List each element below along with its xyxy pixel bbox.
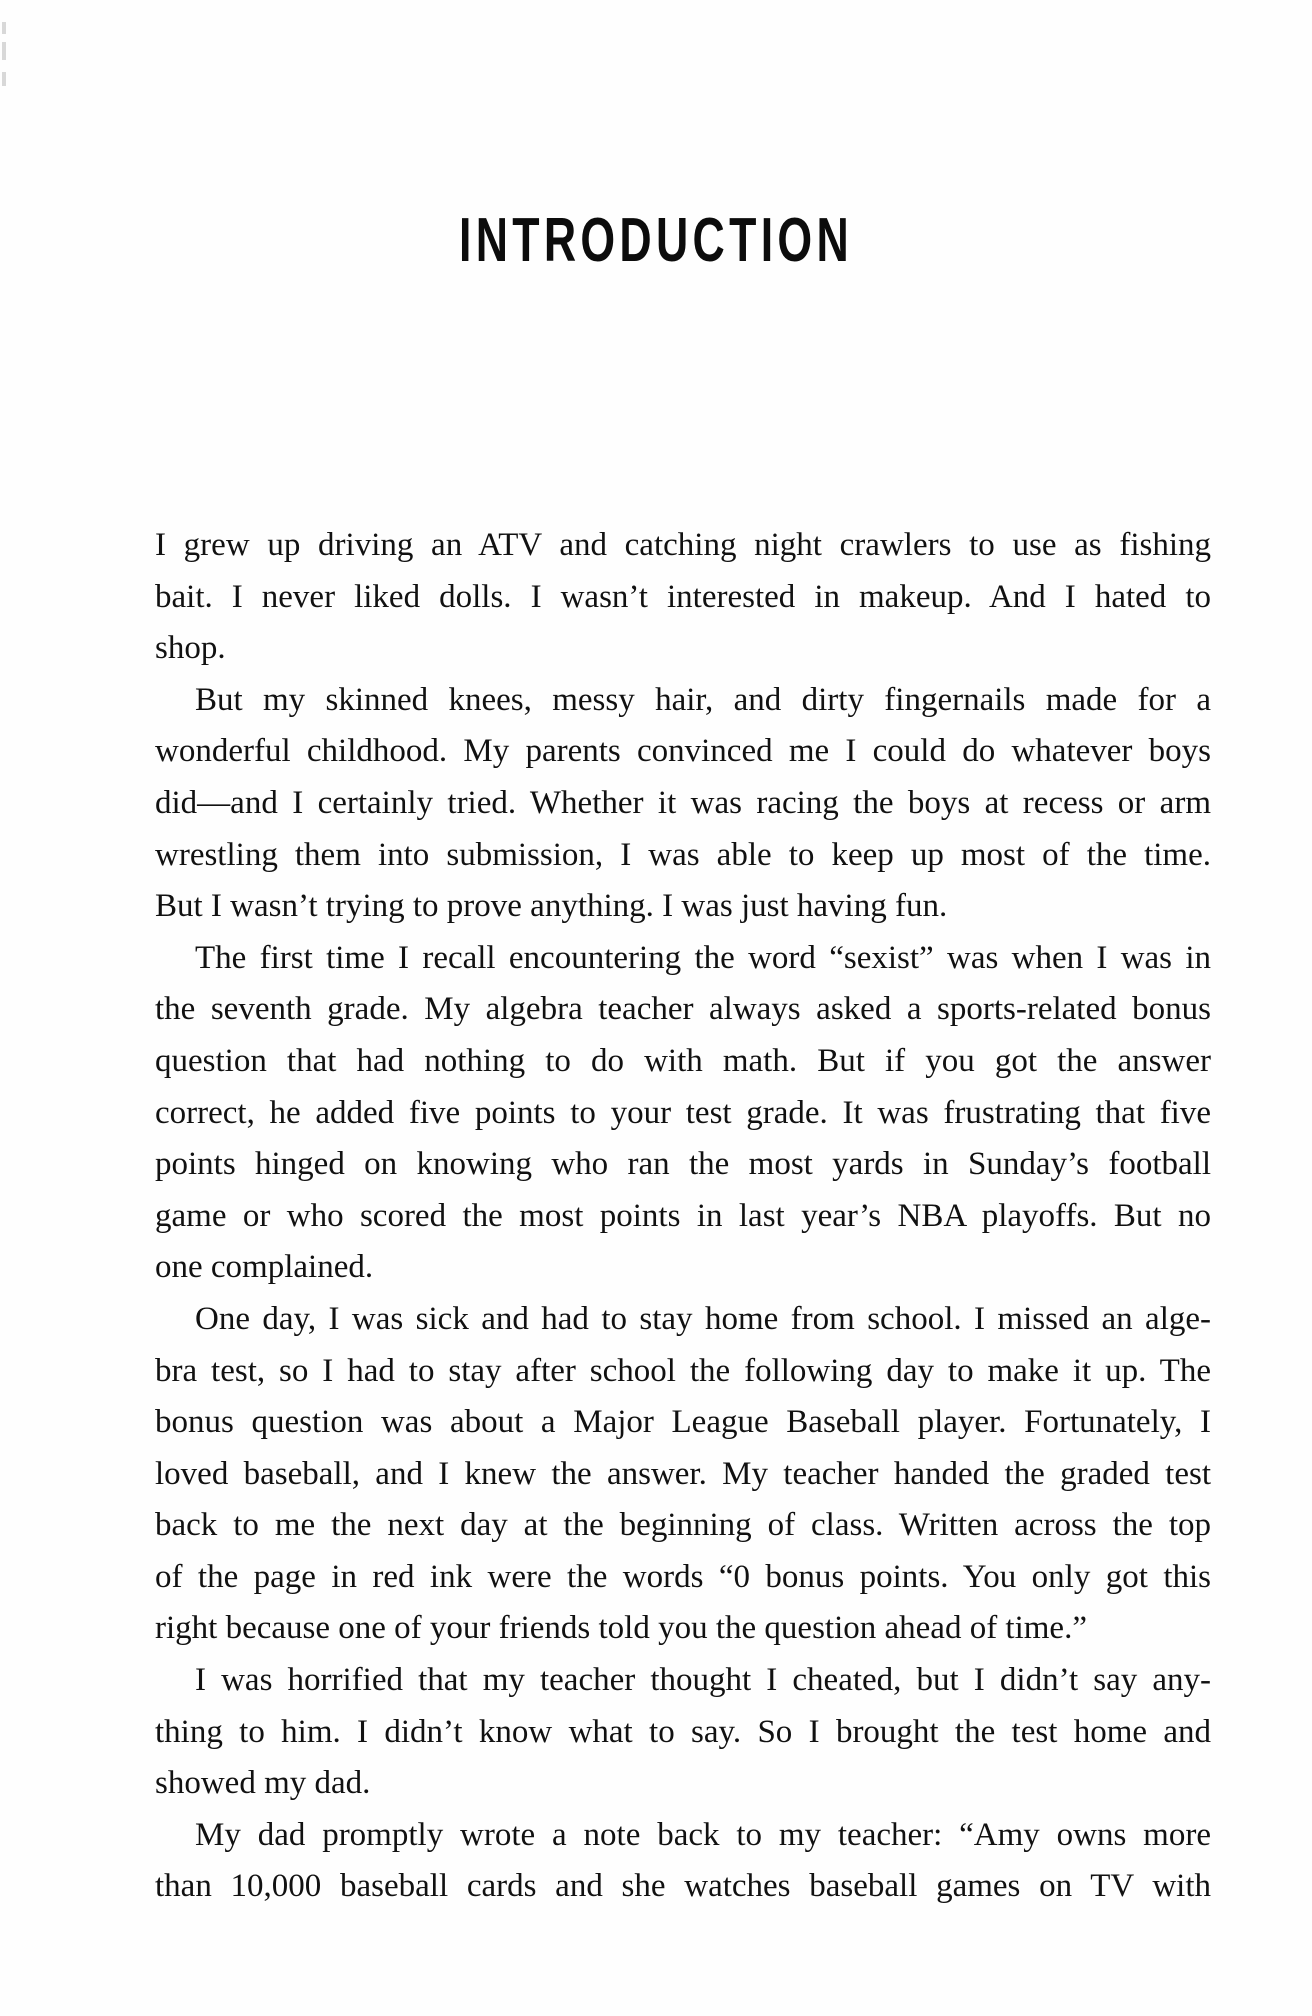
body-text — [155, 520, 1211, 1913]
text-line: I grew up driving an ATV and catching night crawlers to use as fishing — [155, 527, 1211, 563]
text-line: One day, I was sick and had to stay home from school. I missed an alge- — [195, 1300, 1211, 1337]
text-line: of the page in red ink were the words “0 bonus points. You only got this — [155, 1558, 1211, 1595]
text-line: than 10,000 baseball cards and she watches baseball games on TV with — [155, 1868, 1211, 1905]
text-line: wonderful childhood. My parents convinced me I could do whatever boys — [155, 733, 1211, 770]
text-line: bonus question was about a Major League Baseball player. Fortunately, I — [155, 1404, 1211, 1441]
text-line: I was horrified that my teacher thought I cheated, but I didn’t say any- — [195, 1662, 1211, 1699]
scan-edge-mark — [2, 22, 6, 34]
text-line: wrestling them into submission, I was able to keep up most of the time. — [155, 836, 1211, 873]
paragraph — [155, 1810, 1211, 1913]
text-line: did—and I certainly tried. Whether it was racing the boys at recess or arm — [155, 784, 1211, 821]
text-line: bra test, so I had to stay after school the following day to make it up. The — [155, 1352, 1211, 1389]
text-line: question that had nothing to do with math. But if you got the answer — [155, 1042, 1211, 1079]
text-line: back to me the next day at the beginning of class. Written across the top — [155, 1507, 1211, 1544]
text-line: But I wasn’t trying to prove anything. I was just having fun. — [155, 888, 948, 925]
text-line: shop. — [155, 630, 226, 667]
paragraph — [155, 675, 1211, 933]
paragraph — [155, 933, 1211, 1294]
text-line: game or who scored the most points in last year’s NBA playoffs. But no — [155, 1197, 1211, 1234]
scan-edge-mark — [2, 42, 6, 60]
text-line: But my skinned knees, messy hair, and dirty fingernails made for a — [195, 681, 1211, 718]
text-line: thing to him. I didn’t know what to say. So I brought the test home and — [155, 1713, 1211, 1750]
text-line: right because one of your friends told you the question ahead of time.” — [155, 1610, 1087, 1647]
text-line: My dad promptly wrote a note back to my teacher: “Amy owns more — [195, 1816, 1211, 1853]
text-line: showed my dad. — [155, 1765, 371, 1802]
text-line: one complained. — [155, 1249, 374, 1286]
chapter-title: INTRODUCTION — [458, 206, 854, 275]
text-line: bait. I never liked dolls. I wasn’t interested in makeup. And I hated to — [155, 578, 1211, 615]
paragraph — [155, 1294, 1211, 1655]
text-line: The first time I recall encountering the word “sexist” was when I was in — [195, 939, 1211, 976]
text-line: loved baseball, and I knew the answer. My teacher handed the graded test — [155, 1455, 1211, 1492]
paragraph — [155, 520, 1211, 675]
text-line: correct, he added five points to your test grade. It was frustrating that five — [155, 1094, 1211, 1131]
text-line: points hinged on knowing who ran the most yards in Sunday’s football — [155, 1146, 1211, 1183]
text-line: the seventh grade. My algebra teacher always asked a sports-related bonus — [155, 991, 1211, 1028]
scan-edge-mark — [2, 72, 6, 86]
paragraph — [155, 1655, 1211, 1810]
